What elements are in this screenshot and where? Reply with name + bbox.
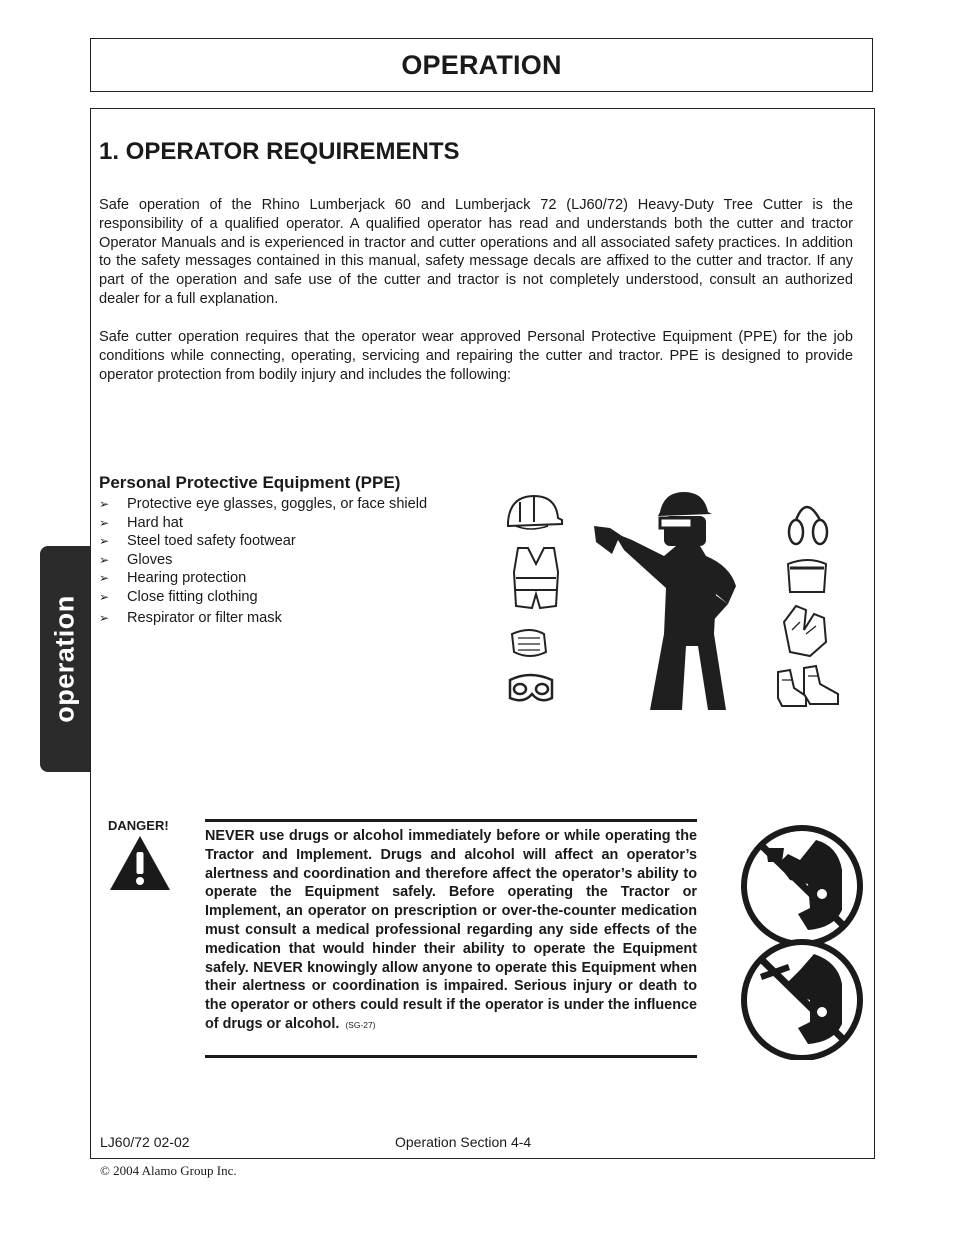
bullet-arrow-icon: ➢ — [99, 589, 110, 604]
danger-label: DANGER! — [108, 818, 169, 833]
gloves-icon — [784, 606, 826, 656]
no-alcohol-icon — [744, 828, 860, 944]
ppe-illustration — [500, 484, 850, 716]
list-item — [99, 551, 427, 570]
ppe-heading: Personal Protective Equipment (PPE) — [99, 473, 401, 492]
ppe-item-label: Hearing protection — [127, 570, 247, 587]
operator-requirements-paragraph: Safe operation of the Rhino Lumberjack 60 and Lumberjack 72 (LJ60/72) Heavy-Duty Tree Cutter is the responsibility of a qualified operator. A qualified operator has read and understands both the cutter and tractor Operator Manuals and is experienced in tractor and cutter operations and all associated safety practices. In addition to the safety messages contained in this manual, safety message decals are affixed to the cutter and tractor. If any part of the operation and safe use of the cutter and tractor is not completely understood, consult an authorized dealer for a full explanation. — [99, 197, 853, 307]
footer-copyright: © 2004 Alamo Group Inc. — [100, 1163, 237, 1178]
footer-section: Operation Section 4-4 — [395, 1134, 532, 1150]
danger-message: NEVER use drugs or alcohol immediately before or while operating the Tractor and Implement. Drugs and alcohol will affect an operator’s alertness and coordination and therefore affect the operator’s ability to operate the Equipment safely. Before operating the Tractor or Implement, an operator on prescription or over-the-counter medication must consult a medical professional regarding any side effects of the medication that would hinder their ability to operate the Equipment safely. NEVER knowingly allow anyone to operate this Equipment when their alertness or coordination is impaired. Serious injury or death to the operator or others could result if the operator is under the influence of drugs or alcohol. — [205, 828, 697, 1032]
list-item — [99, 569, 427, 588]
page-header-title: OPERATION — [401, 49, 562, 80]
face-shield-icon — [788, 560, 826, 592]
safety-vest-icon — [514, 548, 558, 608]
goggles-icon — [510, 675, 552, 700]
danger-code: (SG-27) — [345, 1019, 376, 1030]
ppe-item-label: Hard hat — [127, 514, 183, 531]
respirator-icon — [512, 630, 546, 656]
danger-bottom-rule — [205, 1055, 697, 1058]
list-item — [99, 514, 427, 533]
bullet-arrow-icon: ➢ — [99, 497, 110, 511]
list-item — [99, 588, 427, 607]
bullet-arrow-icon: ➢ — [99, 552, 110, 567]
worker-silhouette-icon — [594, 492, 736, 710]
bullet-arrow-icon: ➢ — [99, 515, 110, 530]
section-side-tab-label: operation — [49, 595, 80, 723]
hard-hat-icon — [508, 496, 562, 529]
no-drugs-alcohol-illustration — [738, 824, 866, 1060]
list-item — [99, 495, 427, 514]
footer-doc-id: LJ60/72 02-02 — [100, 1134, 190, 1150]
ppe-item-label: Protective eye glasses, goggles, or face shield — [127, 496, 428, 512]
section-title: 1. OPERATOR REQUIREMENTS — [99, 138, 460, 165]
danger-warning-icon — [108, 834, 172, 892]
ppe-list — [99, 495, 427, 627]
page-header — [90, 38, 873, 92]
bullet-arrow-icon: ➢ — [99, 534, 110, 549]
list-item — [99, 532, 427, 551]
hearing-protection-icon — [789, 507, 827, 544]
ppe-item-label: Steel toed safety footwear — [127, 533, 296, 550]
ppe-item-label: Close fitting clothing — [127, 588, 258, 605]
list-item — [99, 609, 427, 628]
bullet-arrow-icon: ➢ — [99, 610, 110, 625]
ppe-item-label: Respirator or filter mask — [127, 609, 282, 626]
ppe-intro-paragraph: Safe cutter operation requires that the operator wear approved Personal Protective Equipment (PPE) for the job conditions while connecting, operating, servicing and repairing the cutter and tractor. PPE is designed to provide operator protection from bodily injury and includes the following: — [99, 329, 853, 383]
no-drugs-icon — [744, 942, 860, 1058]
safety-boots-icon — [778, 666, 838, 706]
ppe-item-label: Gloves — [127, 551, 173, 568]
danger-top-rule — [205, 819, 697, 822]
bullet-arrow-icon: ➢ — [99, 571, 110, 586]
danger-message-text — [205, 827, 697, 1035]
